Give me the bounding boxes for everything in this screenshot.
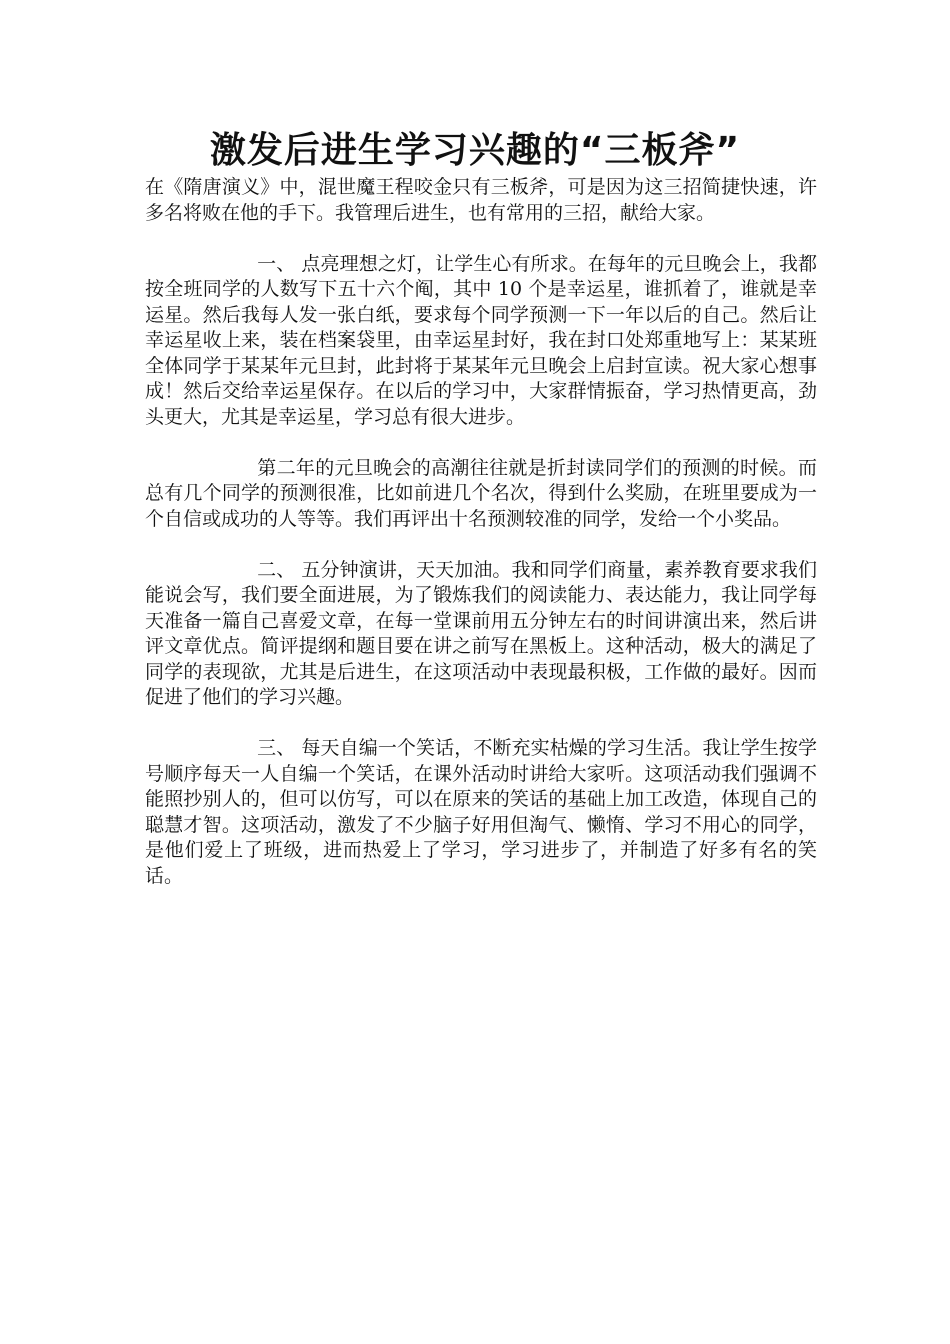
paragraph-second-year (145, 456, 817, 533)
paragraph-intro (145, 175, 817, 226)
document-title: 激发后进生学习兴趣的“三板斧” (209, 130, 741, 171)
paragraph-text: 一、 点亮理想之灯，让学生心有所求。在每年的元旦晚会上，我都按全班同学的人数写下五十六个阄，其中 10 个是幸运星，谁抓着了，谁就是幸运星。然后我每人发一张白纸，要求每个同学预测一下一年以后的自己。然后让幸运星收上来，装在档案袋里，由幸运星封好，我在封口处郑重地写上：某某班全体同学于某某年元旦封，此封将于某某年元旦晚会上启封宣读。祝大家心想事成！然后交给幸运星保存。在以后的学习中，大家群情振奋，学习热情更高，劲头更大，尤其是幸运星，学习总有很大进步。 (145, 252, 817, 428)
paragraph-point-two (145, 558, 817, 711)
paragraph-text: 第二年的元旦晚会的高潮往往就是折封读同学们的预测的时候。而总有几个同学的预测很准，比如前进几个名次，得到什么奖励，在班里要成为一个自信或成功的人等等。我们再评出十名预测较准的同学，发给一个小奖品。 (145, 456, 817, 530)
paragraph-point-three (145, 736, 817, 889)
paragraph-text: 二、 五分钟演讲，天天加油。我和同学们商量，素养教育要求我们能说会写，我们要全面进展，为了锻炼我们的阅读能力、表达能力，我让同学每天准备一篇自己喜爱文章，在每一堂课前用五分钟左右的时间讲演出来，然后讲评文章优点。简评提纲和题目要在讲之前写在黑板上。这种活动，极大的满足了同学的表现欲，尤其是后进生，在这项活动中表现最积极，工作做的最好。因而促进了他们的学习兴趣。 (145, 558, 817, 708)
document-body (145, 175, 817, 889)
paragraph-text: 三、 每天自编一个笑话，不断充实枯燥的学习生活。我让学生按学号顺序每天一人自编一个笑话，在课外活动时讲给大家听。这项活动我们强调不能照抄别人的，但可以仿写，可以在原来的笑话的基础上加工改造，体现自己的聪慧才智。这项活动，激发了不少脑子好用但淘气、懒惰、学习不用心的同学，是他们爱上了班级，进而热爱上了学习，学习进步了，并制造了好多有名的笑话。 (145, 737, 817, 887)
paragraph-text: 在《隋唐演义》中，混世魔王程咬金只有三板斧，可是因为这三招简捷快速，许多名将败在他的手下。我管理后进生，也有常用的三招，献给大家。 (145, 176, 817, 224)
paragraph-point-one (145, 252, 817, 431)
